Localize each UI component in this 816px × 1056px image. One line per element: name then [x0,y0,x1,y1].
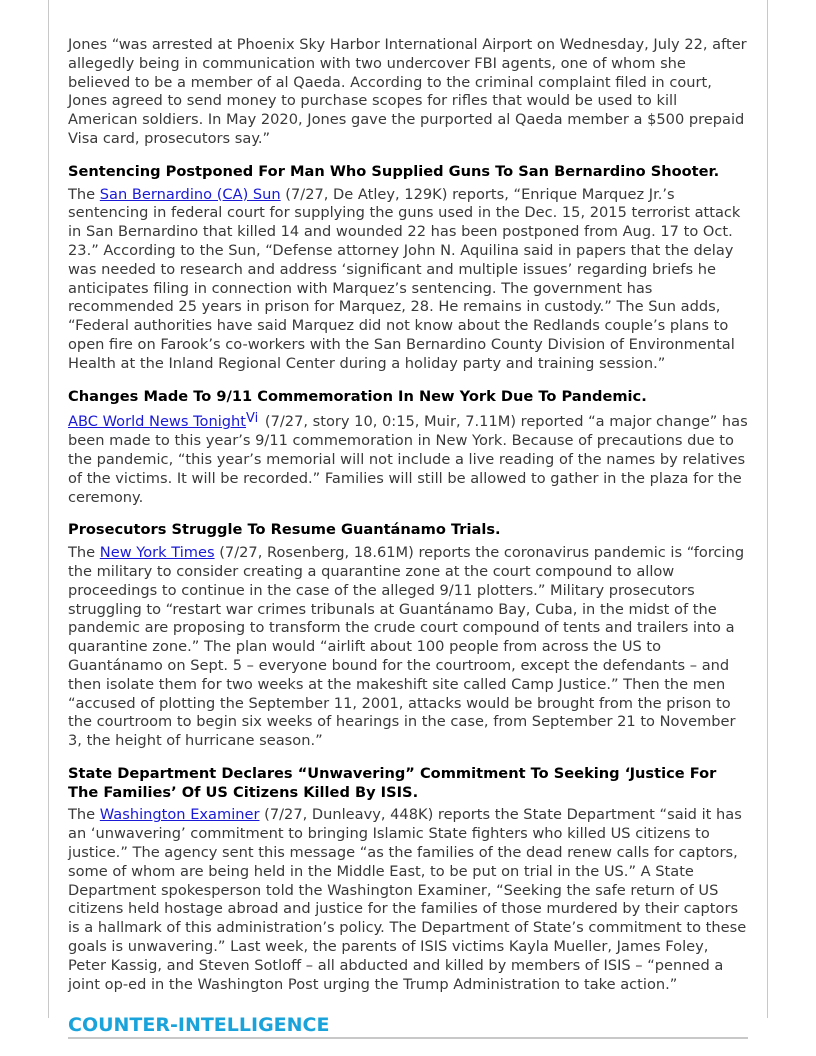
article-headline: Prosecutors Struggle To Resume Guantánamo Trials. [68,521,501,539]
video-marker[interactable]: Vi [246,411,259,427]
article-1 [68,163,748,374]
article-3 [68,521,748,751]
newsletter-content [68,36,748,1039]
article-4 [68,765,748,995]
article-text: (7/27, De Atley, 129K) reports, “Enrique Marquez Jr.’s sentencing in federal court for supplying the guns used in the Dec. 15, 2015 terrorist attack in San Bernardino that killed 14 and wounded 22 has been postponed from Aug. 17 to Oct. 23.” According to the Sun, “Defense attorney John N. Aquilina said in papers that the delay was needed to research and address ‘significant and multiple issues’ regarding briefs he anticipates filing in connection with Marquez’s sentencing. The government has recommended 25 years in prison for Marquez, 28. He remains in custody.” The Sun adds, “Federal authorities have said Marquez did not know about the Redlands couple’s plans to open fire on Farook’s co-workers with the San Bernardino County Division of Environmental Health at the Inland Regional Center during a holiday party and training session.” [68,185,741,372]
article-lead: The [68,544,100,562]
article-2 [68,388,748,508]
article-headline: State Department Declares “Unwavering” Commitment To Seeking ‘Justice For The Families’ Of US Citizens Killed By ISIS. [68,764,717,801]
article-headline: Changes Made To 9/11 Commemoration In New York Due To Pandemic. [68,387,647,405]
article-body [68,806,748,994]
article-text: (7/27, story 10, 0:15, Muir, 7.11M) reported “a major change” has been made to this year’s 9/11 commemoration in New York. Because of precautions due to the pandemic, “this year’s memorial will not include a live reading of the names by relatives of the victims. It will be recorded.” Families will still be allowed to gather in the plaza for the ceremony. [68,413,748,506]
article-text: (7/27, Rosenberg, 18.61M) reports the coronavirus pandemic is “forcing the military to consider creating a quarantine zone at the court compound to allow proceedings to continue in the case of the alleged 9/11 plotters.” Military prosecutors struggling to “restart war crimes tribunals at Guantánamo Bay, Cuba, in the midst of the pandemic are proposing to transform the crude court compound of tents and trailers into a quarantine zone.” The plan would “airlift about 100 people from across the US to Guantánamo on Sept. 5 – everyone bound for the courtroom, except the defendants – and then isolate them for two weeks at the makeshift site called Camp Justice.” Then the men “accused of plotting the September 11, 2001, attacks would be brought from the prison to the courtroom to begin six weeks of hearings in the case, from September 21 to November 3, the height of hurricane season.” [68,544,745,750]
article-lead: The [68,185,100,203]
article-text: (7/27, Dunleavy, 448K) reports the State Department “said it has an ‘unwavering’ commitment to bringing Islamic State fighters who killed US citizens to justice.” The agency sent this message “as the families of the dead renew calls for captors, some of whom are being held in the Middle East, to be put on trial in the US.” A State Department spokesperson told the Washington Examiner, “Seeking the safe return of US citizens held hostage abroad and justice for the families of those murdered by their captors is a hallmark of this administration’s policy. The Department of State’s commitment to these goals is unwavering.” Last week, the parents of ISIS victims Kayla Mueller, James Foley, Peter Kassig, and Steven Sotloff – all abducted and killed by members of ISIS – “penned a joint op-ed in the Washington Post urging the Trump Administration to take action.” [68,806,747,993]
source-link-abc-world-news-tonight[interactable]: ABC World News Tonight [68,413,247,431]
article-body [68,544,748,751]
source-link-san-bernardino-sun[interactable]: San Bernardino (CA) Sun [99,185,281,203]
article-body [68,410,748,507]
source-link-washington-examiner[interactable]: Washington Examiner [99,806,260,824]
section-heading-counter-intelligence: COUNTER-INTELLIGENCE [68,1016,748,1039]
source-link-new-york-times[interactable]: New York Times [99,544,215,562]
article-lead: The [68,806,100,824]
intro-paragraph: Jones “was arrested at Phoenix Sky Harbor International Airport on Wednesday, July 22, after allegedly being in communication with two undercover FBI agents, one of whom she believed to be a member of al Qaeda. According to the criminal complaint filed in court, Jones agreed to send money to purchase scopes for rifles that would be used to kill American soldiers. In May 2020, Jones gave the purported al Qaeda member a $500 prepaid Visa card, prosecutors say.” [68,36,747,147]
article-body [68,186,748,374]
article-headline: Sentencing Postponed For Man Who Supplied Guns To San Bernardino Shooter. [68,162,720,180]
